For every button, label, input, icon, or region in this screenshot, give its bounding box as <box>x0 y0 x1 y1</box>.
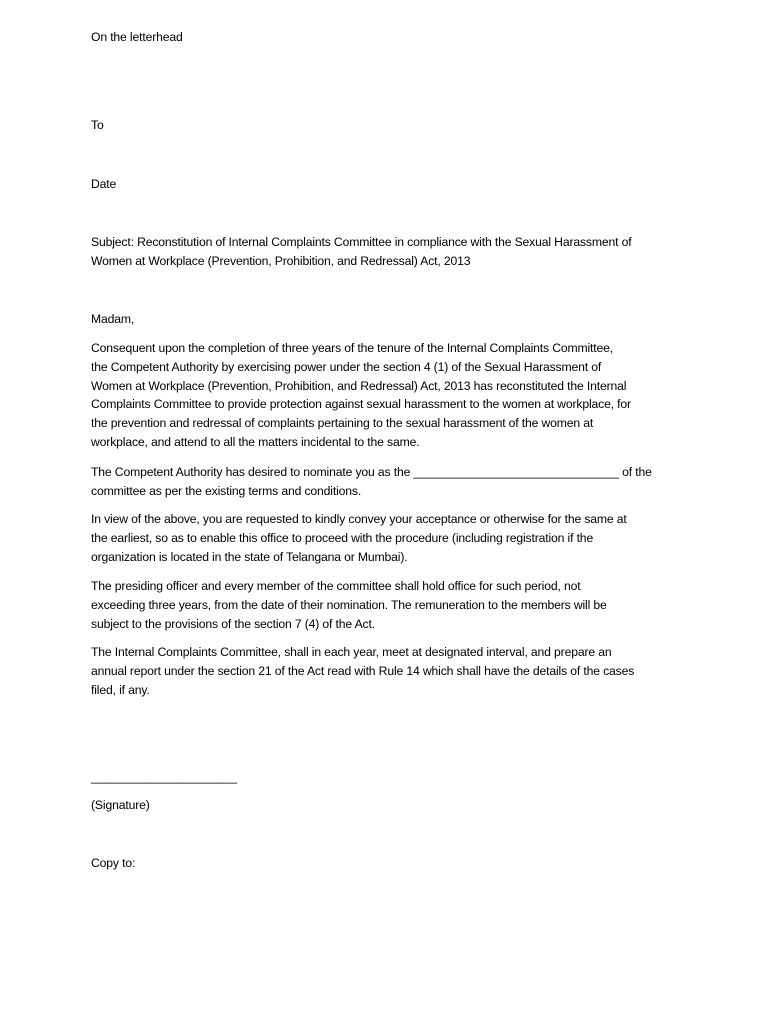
letterhead-note: On the letterhead <box>91 30 183 44</box>
paragraph-acceptance <box>91 510 687 566</box>
paragraph-line: the earliest, so as to enable this office to proceed with the procedure (including registration if the <box>91 530 594 545</box>
subject-line: Subject: Reconstitution of Internal Complaints Committee in compliance with the Sexual Harassment of <box>91 235 632 249</box>
paragraph-reconstitution <box>91 339 687 452</box>
copy-to-label: Copy to: <box>91 856 136 870</box>
paragraph-line: filed, if any. <box>91 682 150 697</box>
paragraph-line: The Competent Authority has desired to nominate you as the _______________________________ of the <box>91 465 652 479</box>
salutation: Madam, <box>91 312 135 326</box>
to-label: To <box>91 118 104 132</box>
paragraph-line: organization is located in the state of Telangana or Mumbai). <box>91 549 408 564</box>
paragraph-line: subject to the provisions of the section 7 (4) of the Act. <box>91 616 375 631</box>
signature-line: ______________________ <box>91 770 237 784</box>
paragraph-line: Consequent upon the completion of three years of the tenure of the Internal Complaints Committee, <box>91 341 614 355</box>
date-label: Date <box>91 177 117 191</box>
paragraph-line: The presiding officer and every member of the committee shall hold office for such period, not <box>91 579 581 593</box>
paragraph-line: workplace, and attend to all the matters incidental to the same. <box>91 434 420 449</box>
paragraph-line: committee as per the existing terms and conditions. <box>91 483 362 498</box>
paragraph-line: exceeding three years, from the date of their nomination. The remuneration to the members will be <box>91 597 607 612</box>
paragraph-line: The Internal Complaints Committee, shall in each year, meet at designated interval, and prepare an <box>91 645 612 659</box>
subject-line: Women at Workplace (Prevention, Prohibition, and Redressal) Act, 2013 <box>91 253 471 268</box>
paragraph-line: annual report under the section 21 of the Act read with Rule 14 which shall have the details of the cases <box>91 663 635 678</box>
paragraph-line: the prevention and redressal of complaints pertaining to the sexual harassment of the women at <box>91 416 594 431</box>
paragraph-annual-report <box>91 643 687 699</box>
paragraph-line: Complaints Committee to provide protection against sexual harassment to the women at workplace, for <box>91 397 631 412</box>
paragraph-line: the Competent Authority by exercising power under the section 4 (1) of the Sexual Harassment of <box>91 359 602 374</box>
paragraph-nomination <box>91 463 687 501</box>
paragraph-term <box>91 577 687 633</box>
paragraph-line: Women at Workplace (Prevention, Prohibition, and Redressal) Act, 2013 has reconstituted the Internal <box>91 378 627 393</box>
signature-label: (Signature) <box>91 798 150 812</box>
subject-block <box>91 233 687 271</box>
paragraph-line: In view of the above, you are requested to kindly convey your acceptance or otherwise for the same at <box>91 512 627 526</box>
